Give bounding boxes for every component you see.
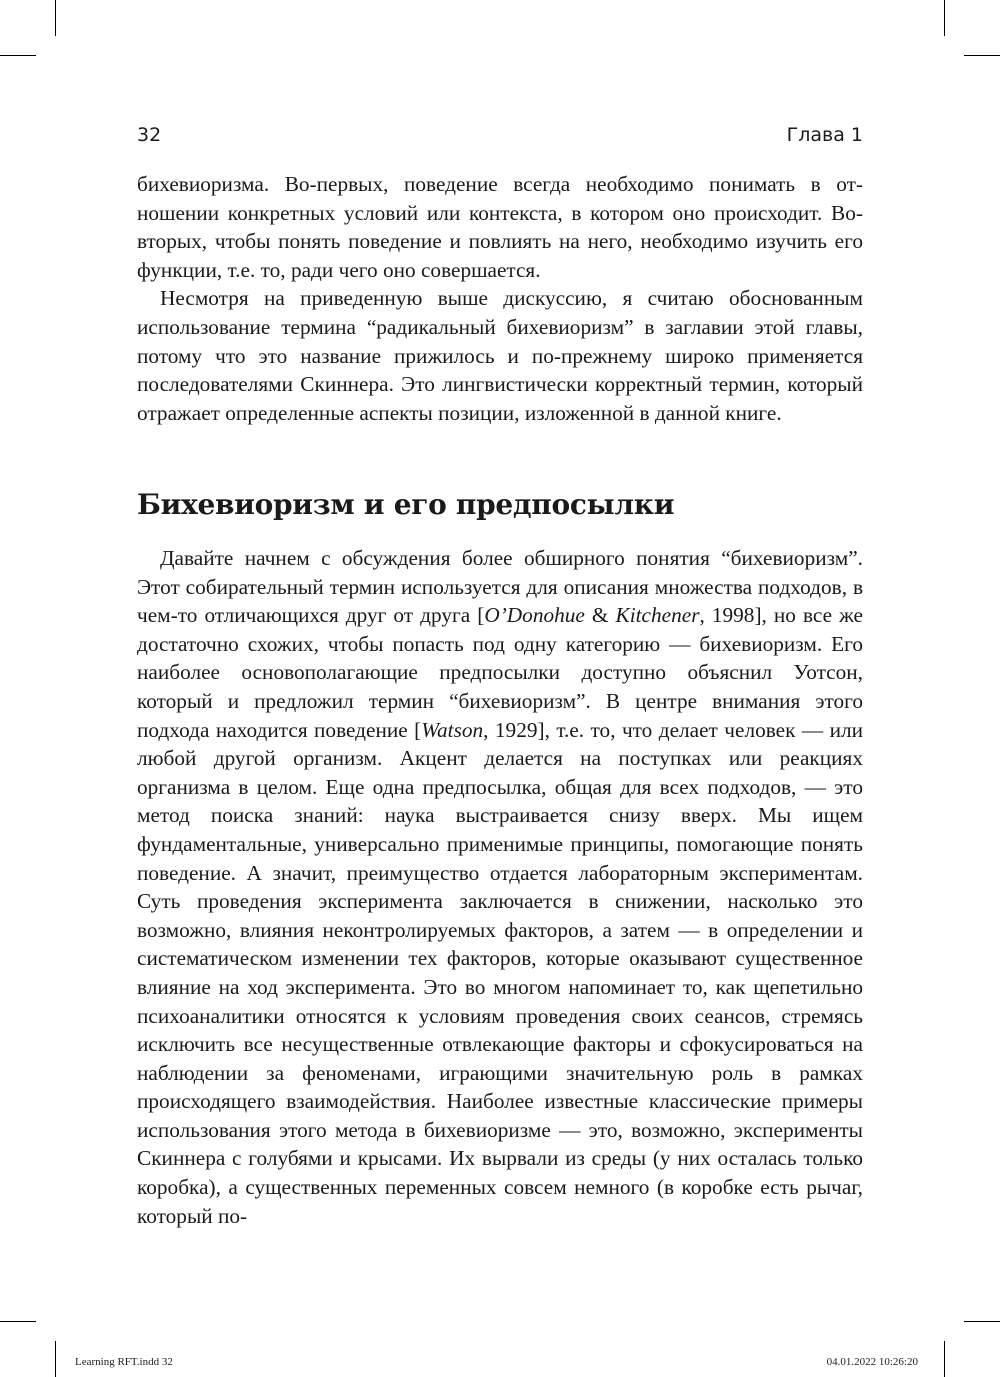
crop-mark-bottom-right-h (964, 1321, 1000, 1322)
citation-year: , 1929] (483, 717, 545, 742)
citation-author: Kitchener (615, 603, 700, 628)
section-text (137, 544, 863, 1230)
citation-ampersand: & (584, 603, 616, 628)
citation-author: Watson (421, 717, 484, 742)
intro-text (137, 170, 863, 427)
crop-mark-top-right (944, 0, 945, 36)
citation-year: , 1998] (699, 603, 762, 628)
chapter-title: Глава 1 (786, 124, 863, 146)
crop-mark-top-left-h (0, 55, 36, 56)
citation-author: O’Donohue (484, 603, 585, 628)
paragraph: Несмотря на приведенную выше дискуссию, я считаю обоснованным использование термина “радикальный бихевиоризм” в заглавии этой главы, потому что это название прижилось и по-прежнему широко применяется последователями Скиннера. Это лингвистически корректный термин, который отражает определенные аспекты позиции, изложенной в данной книге. (137, 286, 863, 425)
slug-file: Learning RFT.indd 32 (75, 1356, 173, 1368)
slug-datetime: 04.01.2022 10:26:20 (826, 1356, 918, 1368)
section-heading: Бихевиоризм и его предпосылки (137, 488, 675, 521)
crop-mark-top-right-h (964, 55, 1000, 56)
paragraph (137, 544, 863, 1230)
crop-mark-bottom-left-h (0, 1321, 36, 1322)
crop-mark-top-left (55, 0, 56, 36)
text-run: Давайте начнем с обсуждения более обширного понятия “бихевиоризм”. Этот собирательный термин используется для описания множества подходов, в чем-то отличающихся друг от друга [ (137, 546, 863, 628)
paragraph: бихевиоризма. Во-первых, поведение всегда необходимо понимать в отношении конкретных условий или контекста, в котором оно происходит. Во-вторых, чтобы понять поведение и повлиять на него, необходимо изучить его функции, т.е. то, ради чего оно совершается. (137, 172, 863, 282)
crop-mark-bottom-left (55, 1341, 56, 1377)
text-run: , т.е. то, что делает человек — или любой другой организм. Акцент делается на поступках или реакциях организма в целом. Еще одна предпосылка, общая для всех подходов, — это метод поиска знаний: наука выстраивается снизу вверх. Мы ищем фундаментальные, универсально применимые принципы, помогающие понять поведение. А значит, преимущество отдается лабораторным экспериментам. Суть проведения эксперимента заключается в снижении, насколько это возможно, влияния неконтролируемых факторов, а затем — в определении и систематическом изменении тех факторов, которые оказывают существенное влияние на ход эксперимента. Это во многом напоминает то, как щепетильно психоаналитики относятся к условиям проведения своих сеансов, стремясь исключить все несущественные отвлекающие факторы и сфокусироваться на наблюдении за феноменами, играющими значительную роль в рамках происходящего взаимодействия. Наиболее известные классические примеры использования этого метода в бихевиоризме — это, возможно, эксперименты Скиннера с голубями и крысами. Их вырвали из среды (у них осталась только коробка), а существенных переменных совсем немного (в коробке есть рычаг, который по- (137, 717, 863, 1228)
text-run: , но все же достаточно схожих, чтобы попасть под одну категорию — бихевиоризм. Его наиболее основополагающие предпосылки доступно объяснил Уотсон, который и предложил термин “бихевиоризм”. В центре внимания этого подхода находится поведение [ (137, 603, 863, 742)
crop-mark-bottom-right (944, 1341, 945, 1377)
page-number: 32 (137, 124, 162, 146)
